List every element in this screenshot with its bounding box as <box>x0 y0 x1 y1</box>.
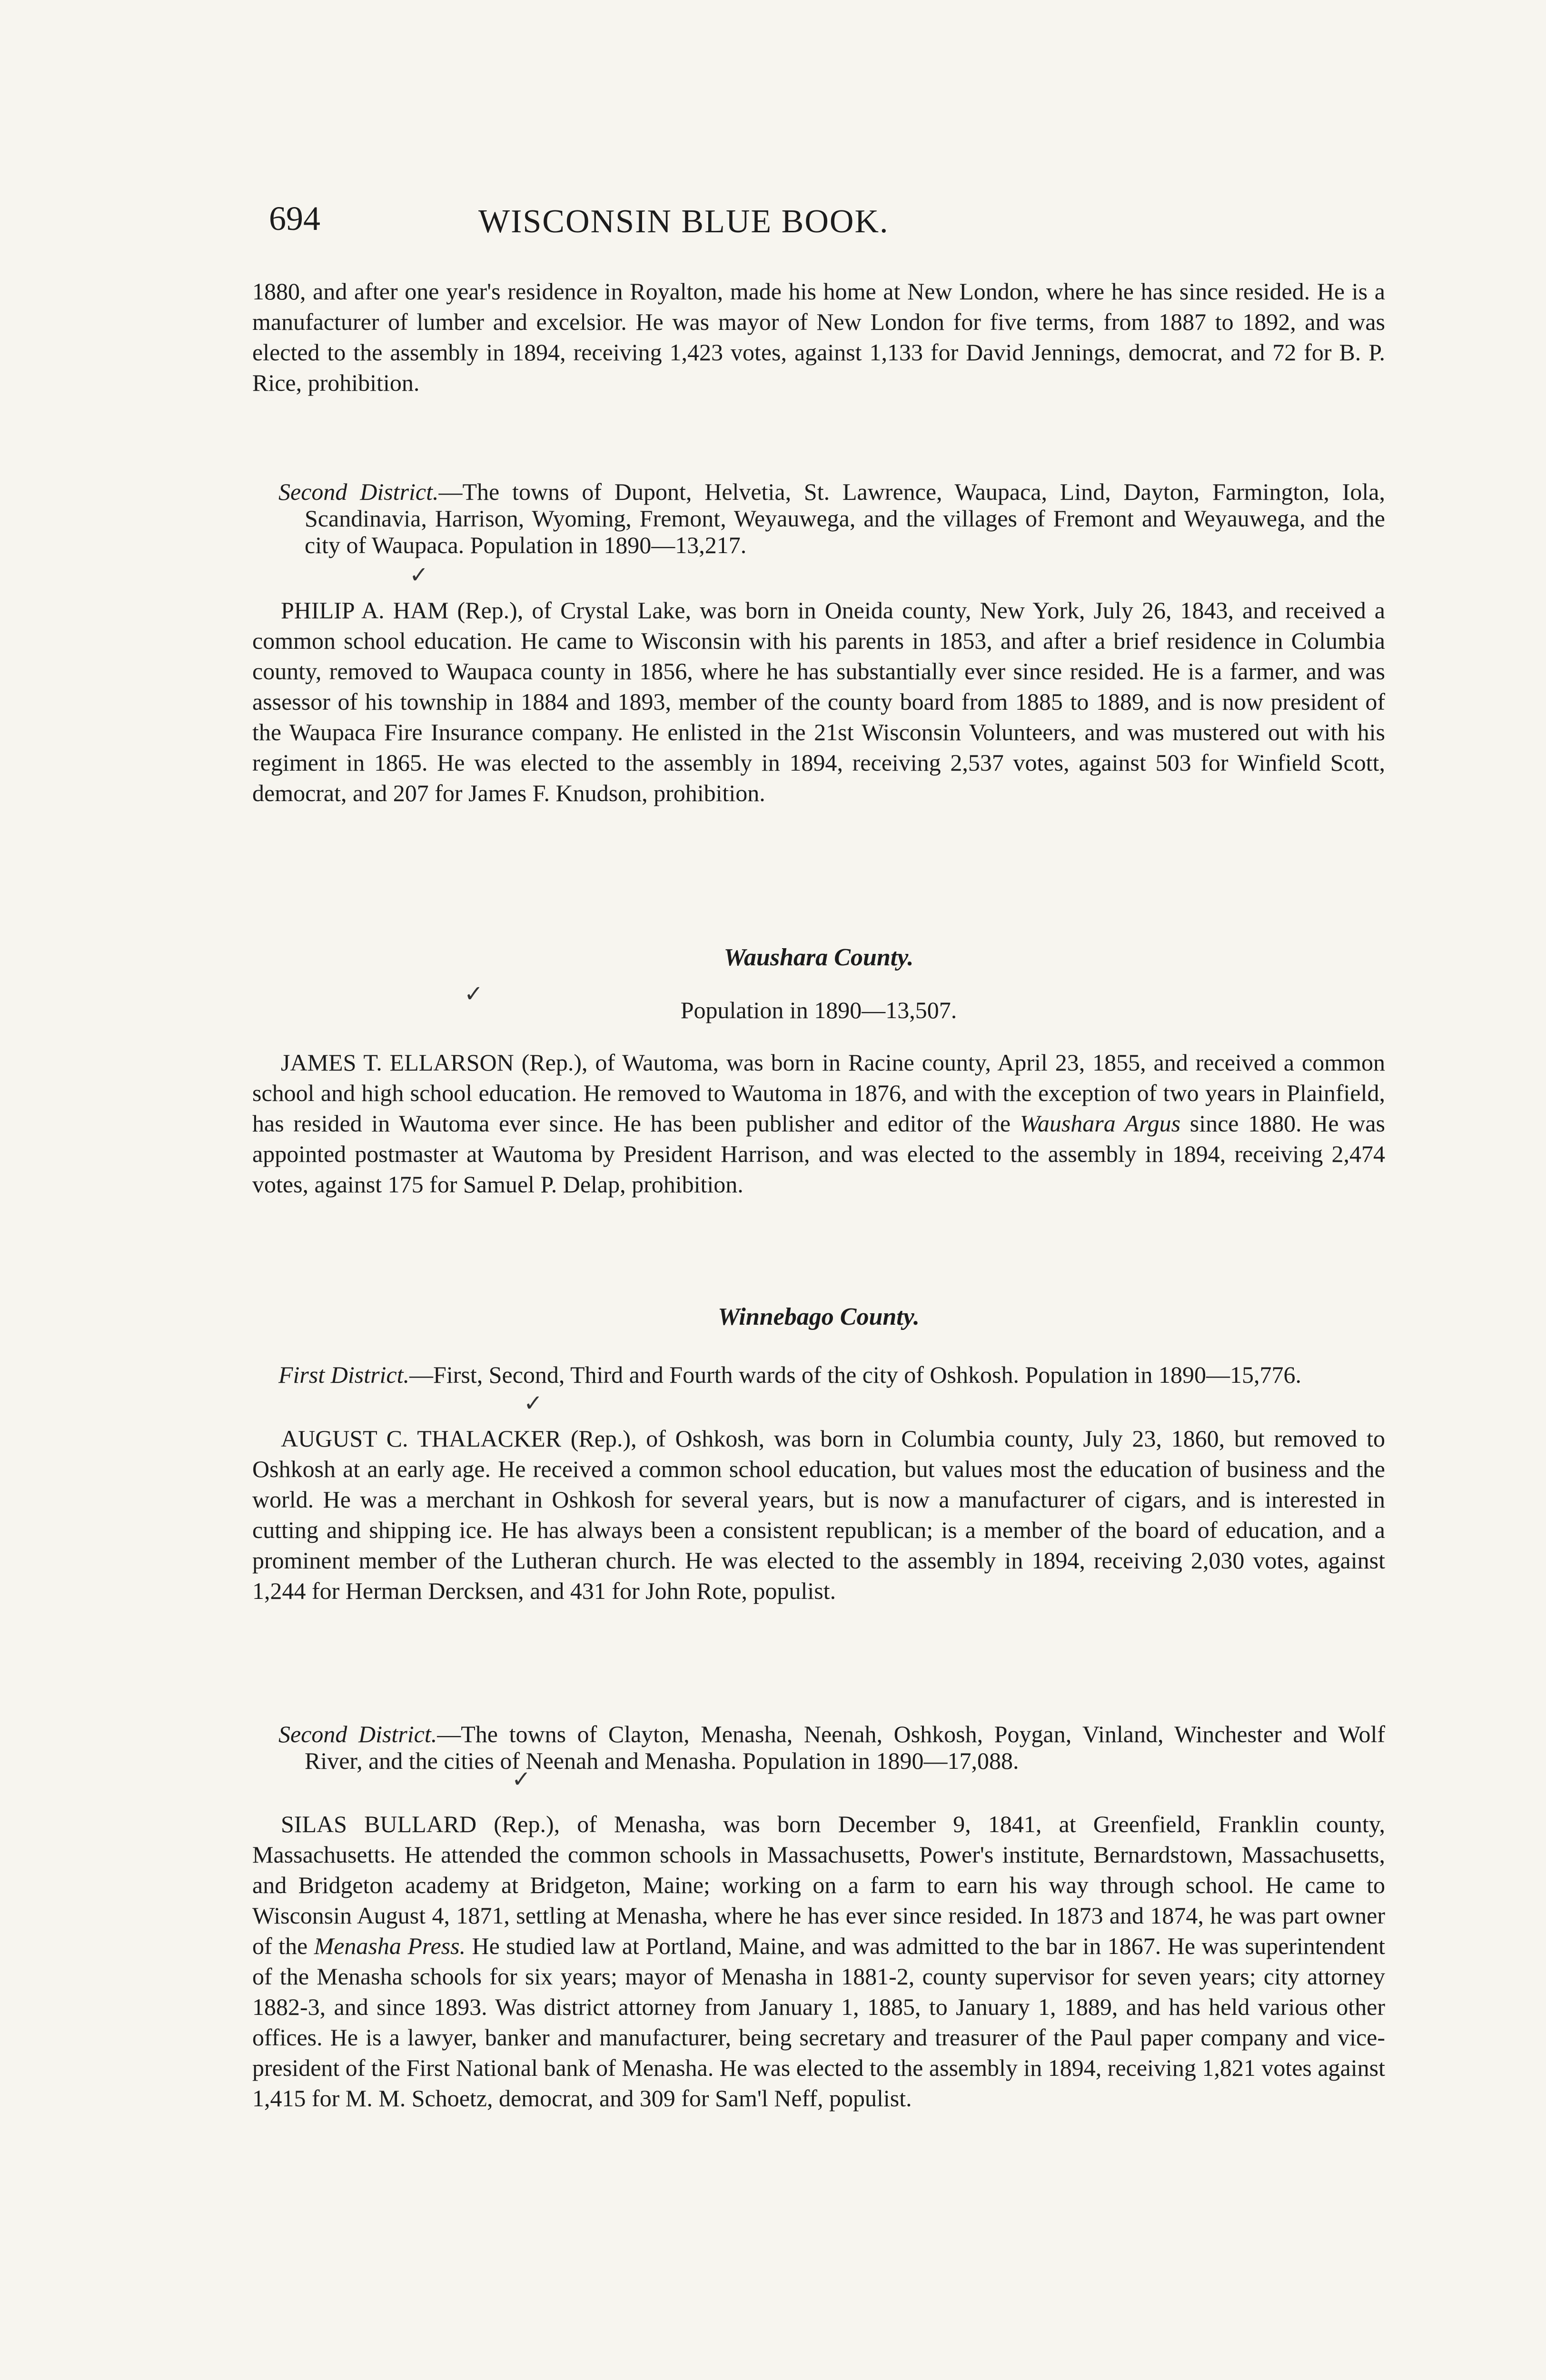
bio-silas-bullard <box>252 1809 1385 2113</box>
bio-text-b: since 1880. He was appointed postmaster at Wautoma by President Harrison, and was elected to the assembly in 1894, receiving 2,474 votes, against 175 for Samuel P. Delap, prohibition. <box>252 1110 1385 1198</box>
district-label: Second District. <box>278 478 439 505</box>
bio-text-a: SILAS BULLARD (Rep.), of Menasha, was born December 9, 1841, at Greenfield, Franklin county, Massachusetts. He attended the common schools in Massachusetts, Power's institute, Bernardstown, Massachusetts, and Bridgeton academy at Bridgeton, Maine; working on a farm to earn his way through school. He came to Wisconsin August 4, 1871, settling at Menasha, where he has ever since resided. In 1873 and 1874, he was part owner of the <box>252 1811 1385 1959</box>
bio-august-thalacker <box>252 1423 1385 1606</box>
pencil-check-mark: ✓ <box>524 1391 543 1416</box>
newspaper-name: Menasha Press. <box>314 1933 466 1959</box>
district-text: —First, Second, Third and Fourth wards of the city of Oshkosh. Population in 1890—15,776. <box>409 1361 1302 1388</box>
district-text: —The towns of Clayton, Menasha, Neenah, Oshkosh, Poygan, Vinland, Winchester and Wolf River, and the cities of Neenah and Menasha. Population in 1890—17,088. <box>305 1721 1386 1774</box>
bio-philip-ham <box>252 595 1385 808</box>
bio-text-a: JAMES T. ELLARSON (Rep.), of Wautoma, was born in Racine county, April 23, 1855, and received a common school and high school education. He removed to Wautoma in 1876, and with the exception of two years in Plainfield, has resided in Wautoma ever since. He has been publisher and editor of the <box>252 1049 1385 1137</box>
paragraph-continued <box>252 276 1385 398</box>
district-oshkosh-first <box>252 1361 1385 1388</box>
county-heading-waushara <box>252 942 1385 973</box>
district-text: —The towns of Dupont, Helvetia, St. Lawrence, Waupaca, Lind, Dayton, Farmington, Iola, Scandinavia, Harrison, Wyoming, Fremont, Weyauwega, and the villages of Fremont and Weyauwega, and the city of Waupaca. Population in 1890—13,217. <box>305 478 1385 558</box>
newspaper-name: Waushara Argus <box>1020 1110 1181 1137</box>
county-heading-winnebago <box>252 1302 1385 1332</box>
county-title: Waushara County. <box>723 944 914 971</box>
population-waushara <box>252 995 1385 1025</box>
bio-james-ellarson <box>252 1047 1385 1200</box>
population-line: Population in 1890—13,507. <box>680 997 957 1023</box>
bio-text: AUGUST C. THALACKER (Rep.), of Oshkosh, was born in Columbia county, July 23, 1860, but removed to Oshkosh at an early age. He received a common school education, but values most the education of business and the world. He was a merchant in Oshkosh for several years, but is now a manufacturer of cigars, and is interested in cutting and shipping ice. He has always been a consistent republican; is a member of the board of education, and a prominent member of the Lutheran church. He was elected to the assembly in 1894, receiving 2,030 votes, against 1,244 for Herman Dercksen, and 431 for John Rote, populist. <box>252 1425 1385 1604</box>
page-header <box>269 199 1385 251</box>
pencil-check-mark: ✓ <box>409 563 429 588</box>
paragraph-1880-royalton: 1880, and after one year's residence in Royalton, made his home at New London, where he has since resided. He is a manufacturer of lumber and excelsior. He was mayor of New London for five terms, from 1887 to 1892, and was elected to the assembly in 1894, receiving 1,423 votes, against 1,133 for David Jennings, democrat, and 72 for B. P. Rice, prohibition. <box>252 278 1385 396</box>
district-label: Second District. <box>278 1721 437 1747</box>
pencil-check-mark: ✓ <box>512 1767 531 1792</box>
pencil-check-mark: ✓ <box>464 982 484 1007</box>
page-number: 694 <box>269 199 320 238</box>
county-title: Winnebago County. <box>718 1303 920 1330</box>
bio-text-b: He studied law at Portland, Maine, and was admitted to the bar in 1867. He was superintendent of the Menasha schools for six years; mayor of Menasha in 1881-2, county supervisor for seven years; city attorney 1882-3, and since 1893. Was district attorney from January 1, 1885, to January 1, 1889, and has held various other offices. He is a lawyer, banker and manufacturer, being secretary and treasurer of the Paul paper company and vice-president of the First National bank of Menasha. He was elected to the assembly in 1894, receiving 1,821 votes against 1,415 for M. M. Schoetz, democrat, and 309 for Sam'l Neff, populist. <box>252 1933 1386 2112</box>
district-label: First District. <box>278 1361 410 1388</box>
district-winnebago-second <box>252 1721 1385 1774</box>
district-waupaca-second <box>252 478 1385 558</box>
book-title: WISCONSIN BLUE BOOK. <box>478 203 889 240</box>
bio-text: PHILIP A. HAM (Rep.), of Crystal Lake, was born in Oneida county, New York, July 26, 1843, and received a common school education. He came to Wisconsin with his parents in 1853, and after a brief residence in Columbia county, removed to Waupaca county in 1856, where he has substantially ever since resided. He is a farmer, and was assessor of his township in 1884 and 1893, member of the county board from 1885 to 1889, and is now president of the Waupaca Fire Insurance company. He enlisted in the 21st Wisconsin Volunteers, and was mustered out with his regiment in 1865. He was elected to the assembly in 1894, receiving 2,537 votes, against 503 for Winfield Scott, democrat, and 207 for James F. Knudson, prohibition. <box>252 597 1385 806</box>
